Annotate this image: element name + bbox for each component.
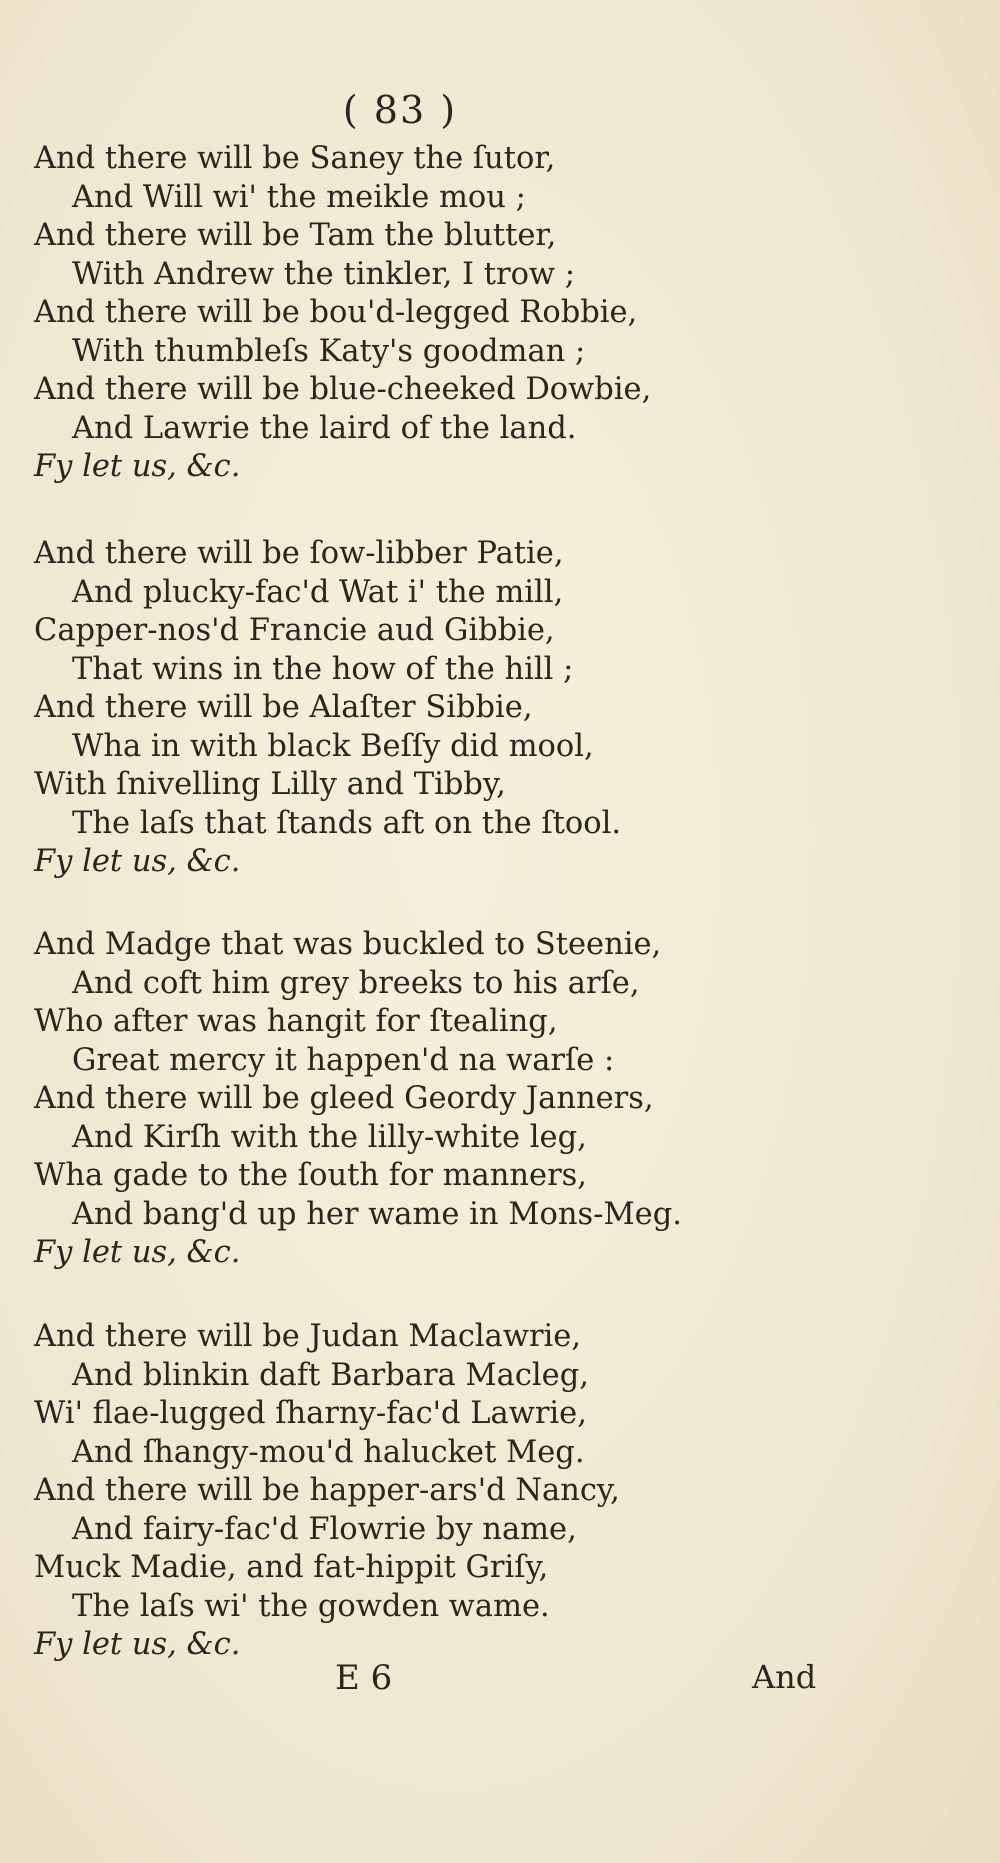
chorus-line: Fy let us, &c. (34, 1235, 241, 1270)
verse-line: And there will be gleed Geordy Janners, (34, 1081, 654, 1116)
verse-line: Muck Madie, and fat-hippit Griſy, (34, 1550, 549, 1585)
verse-line: Great mercy it happen'd na warſe : (72, 1042, 615, 1078)
catchword: And (752, 1658, 817, 1696)
stanza-1 (34, 140, 714, 487)
stanza-2 (34, 535, 714, 882)
verse-line: The laſs that ſtands aft on the ſtool. (72, 805, 622, 841)
verse-line: And there will be blue-cheeked Dowbie, (34, 372, 652, 407)
stanza-4 (34, 1318, 714, 1665)
verse-line: The laſs wi' the gowden wame. (72, 1588, 550, 1624)
signature-mark: E 6 (335, 1658, 393, 1698)
verse-line: With Andrew the tinkler, I trow ; (72, 256, 576, 292)
verse-line: Who after was hangit for ſtealing, (34, 1004, 558, 1039)
verse-line: And there will be Saney the ſutor, (34, 141, 556, 176)
verse-line: And Madge that was buckled to Steenie, (34, 927, 662, 962)
verse-line: And fairy-fac'd Flowrie by name, (72, 1511, 577, 1547)
verse-line: And Will wi' the meikle mou ; (72, 179, 526, 215)
verse-line: Wi' flae-lugged ſharny-fac'd Lawrie, (34, 1396, 587, 1431)
verse-line: And there will be ſow-libber Patie, (34, 536, 564, 571)
verse-line: With thumbleſs Katy's goodman ; (72, 333, 586, 369)
verse-line: And blinkin daft Barbara Macleg, (72, 1357, 589, 1393)
stanza-3 (34, 926, 714, 1273)
verse-line: And there will be Judan Maclawrie, (34, 1319, 582, 1354)
verse-line: And coft him grey breeks to his arſe, (72, 965, 640, 1001)
verse-line: And Kirſh with the lilly-white leg, (72, 1119, 587, 1155)
chorus-line: Fy let us, &c. (34, 449, 241, 484)
verse-line: And bang'd up her wame in Mons-Meg. (72, 1196, 682, 1232)
page-number: ( 83 ) (342, 88, 458, 132)
verse-line: Capper-nos'd Francie aud Gibbie, (34, 613, 555, 648)
verse-line: Wha gade to the ſouth for manners, (34, 1158, 587, 1193)
verse-line: And there will be happer-ars'd Nancy, (34, 1473, 620, 1508)
verse-line: That wins in the how of the hill ; (72, 651, 574, 687)
verse-line: Wha in with black Beſſy did mool, (72, 728, 594, 764)
verse-line: With ſnivelling Lilly and Tibby, (34, 767, 506, 802)
verse-line: And Lawrie the laird of the land. (72, 410, 577, 446)
verse-line: And plucky-fac'd Wat i' the mill, (72, 574, 564, 610)
verse-line: And ſhangy-mou'd halucket Meg. (72, 1434, 585, 1470)
verse-line: And there will be Alaſter Sibbie, (34, 690, 533, 725)
chorus-line: Fy let us, &c. (34, 844, 241, 879)
chorus-line: Fy let us, &c. (34, 1627, 241, 1662)
verse-line: And there will be bou'd-legged Robbie, (34, 295, 638, 330)
verse-line: And there will be Tam the blutter, (34, 218, 557, 253)
